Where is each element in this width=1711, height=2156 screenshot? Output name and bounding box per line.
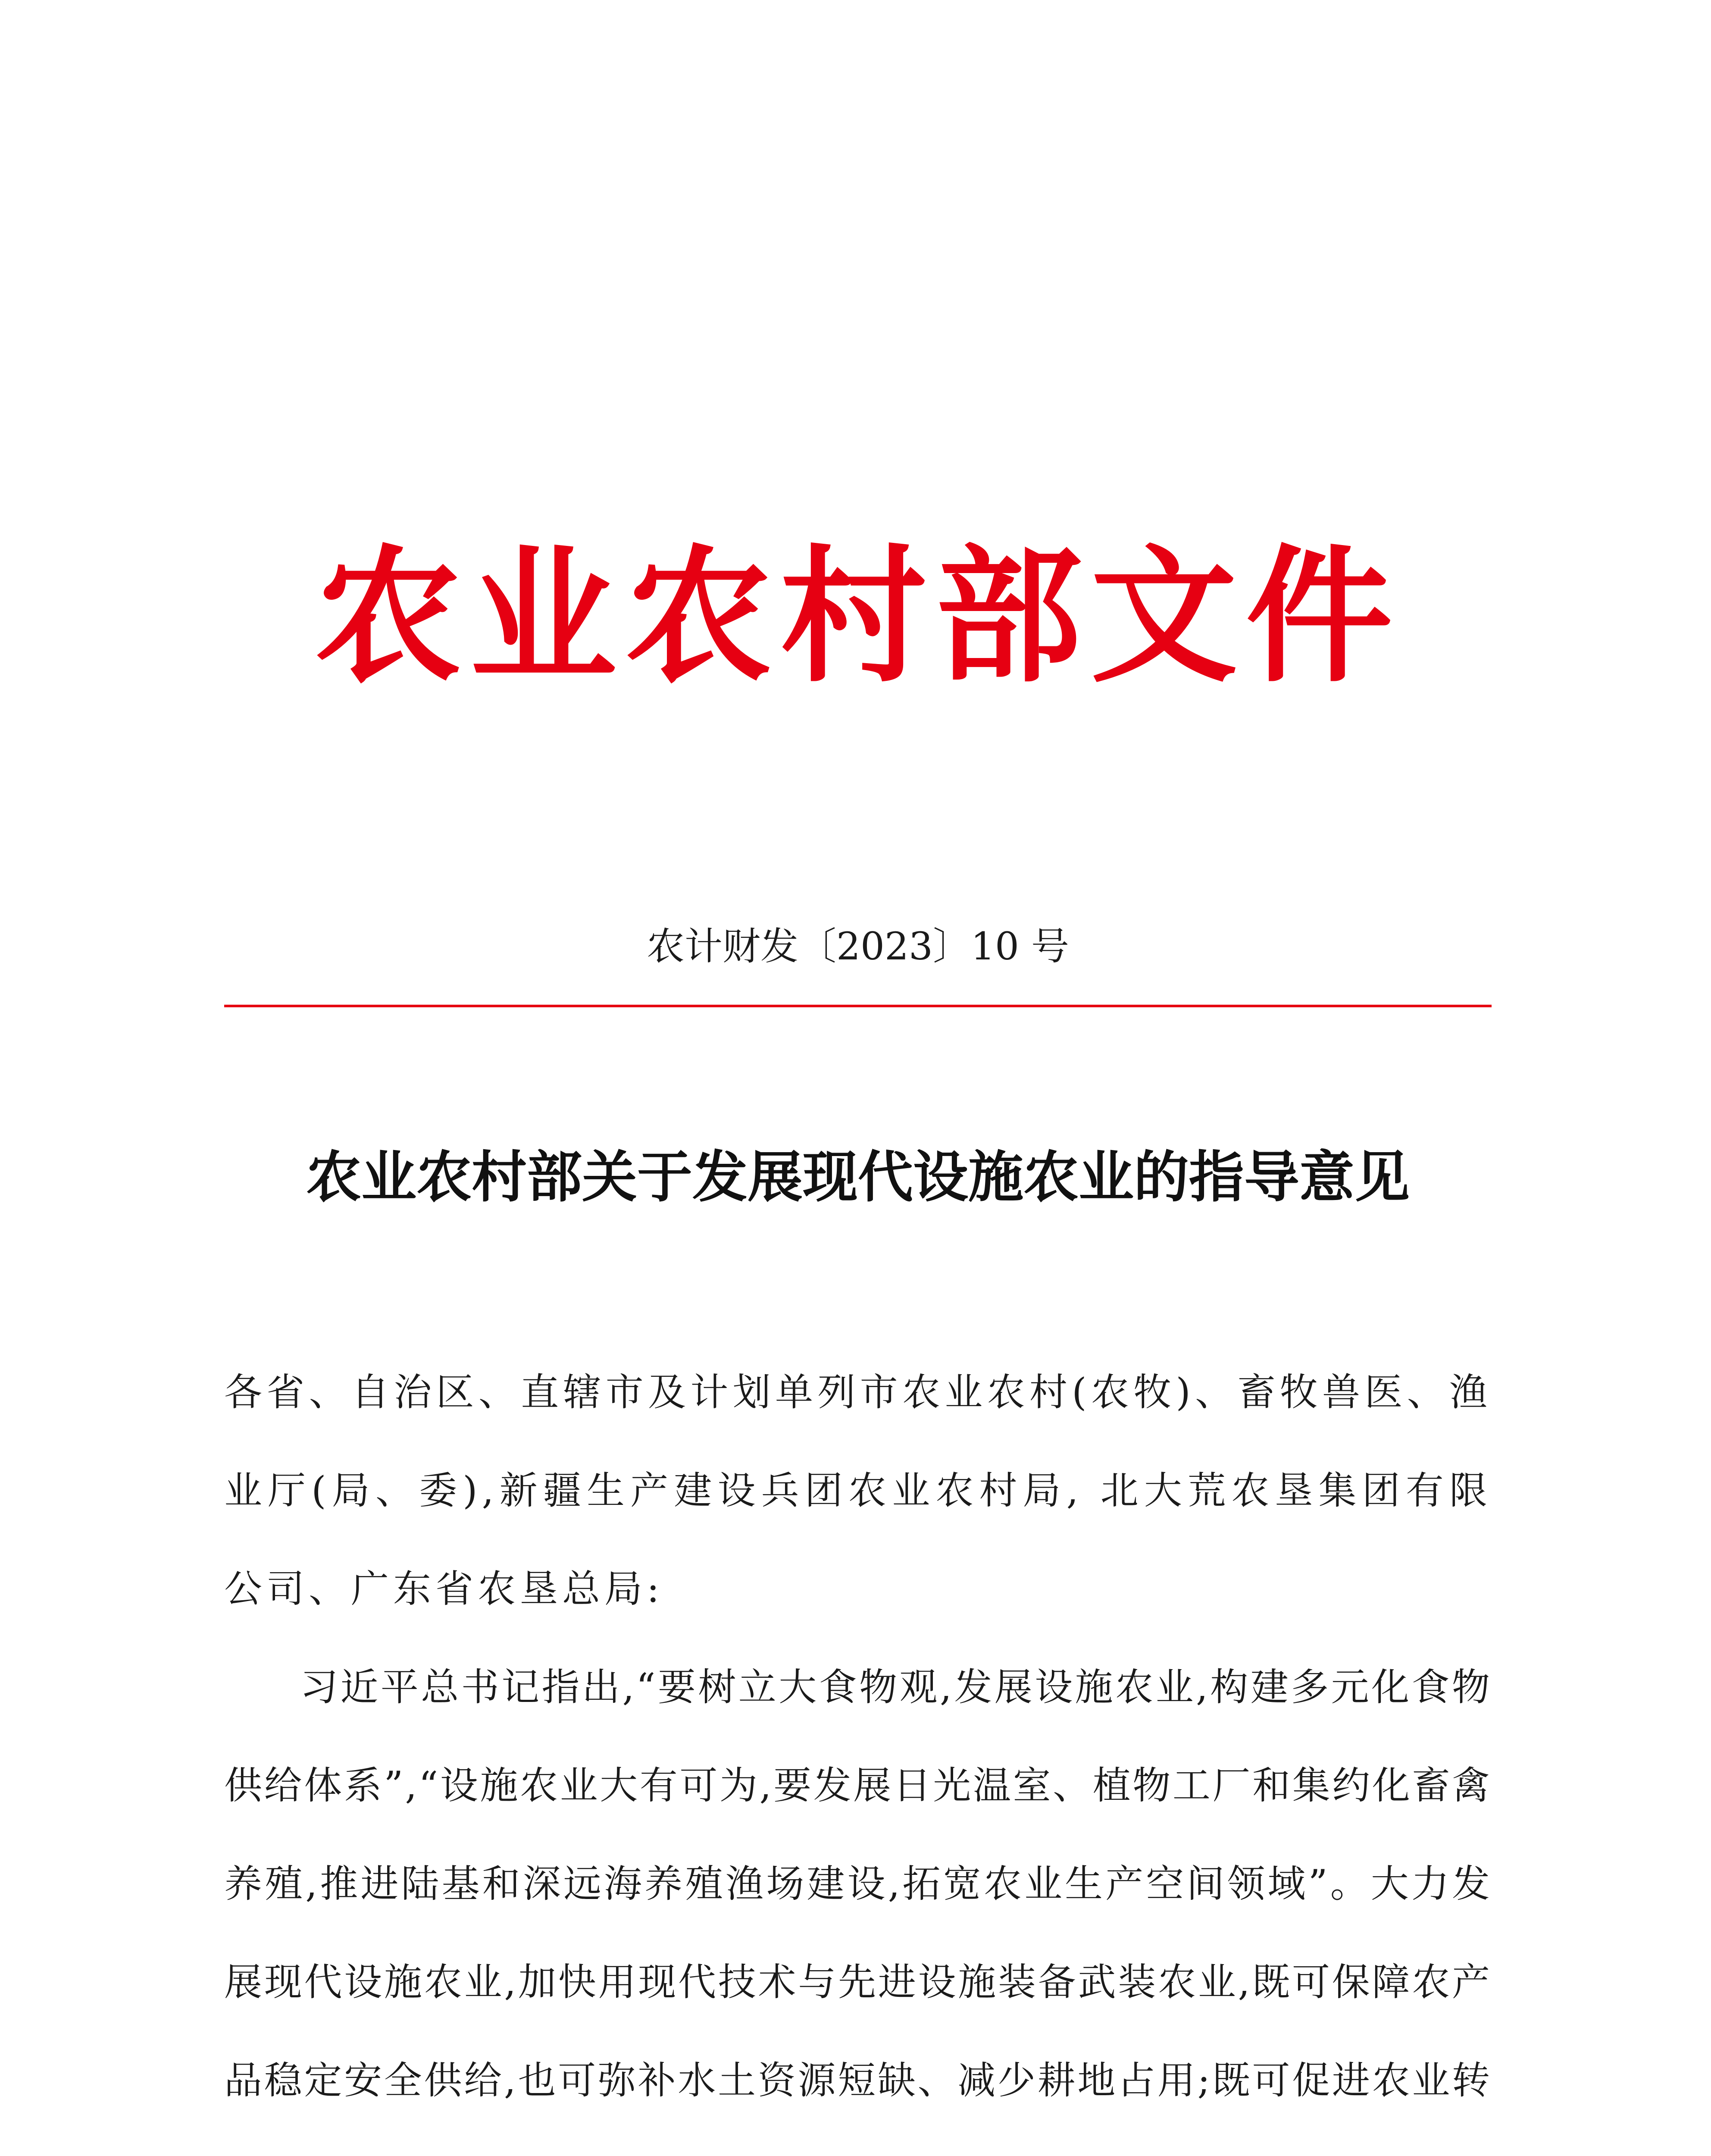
document-body bbox=[224, 1343, 1492, 2156]
red-divider-line bbox=[224, 1005, 1492, 1007]
body-paragraph-1: 习近平总书记指出,“要树立大食物观,发展设施农业,构建多元化食物供给体系”,“设施农业大有可为,要发展日光温室、植物工厂和集约化畜禽养殖,推进陆基和深远海养殖渔场建设,拓宽农业生产空间领域”。大力发展现代设施农业,加快用现代技术与先进设施装备武装农业,既可保障农产品稳定安全供给,也可弥补水土资源短缺、减少耕地占用;既可促进农业转 bbox=[224, 1665, 1492, 2103]
addressee-paragraph: 各省、自治区、直辖市及计划单列市农业农村(农牧)、畜牧兽医、渔业厅(局、委),新疆生产建设兵团农业农村局, 北大荒农垦集团有限公司、广东省农垦总局: bbox=[224, 1370, 1492, 1611]
document-number: 农计财发〔2023〕10 号 bbox=[647, 924, 1069, 968]
document-title: 农业农村部关于发展现代设施农业的指导意见 bbox=[306, 1145, 1410, 1210]
masthead: 农业农村部文件 bbox=[315, 530, 1401, 702]
